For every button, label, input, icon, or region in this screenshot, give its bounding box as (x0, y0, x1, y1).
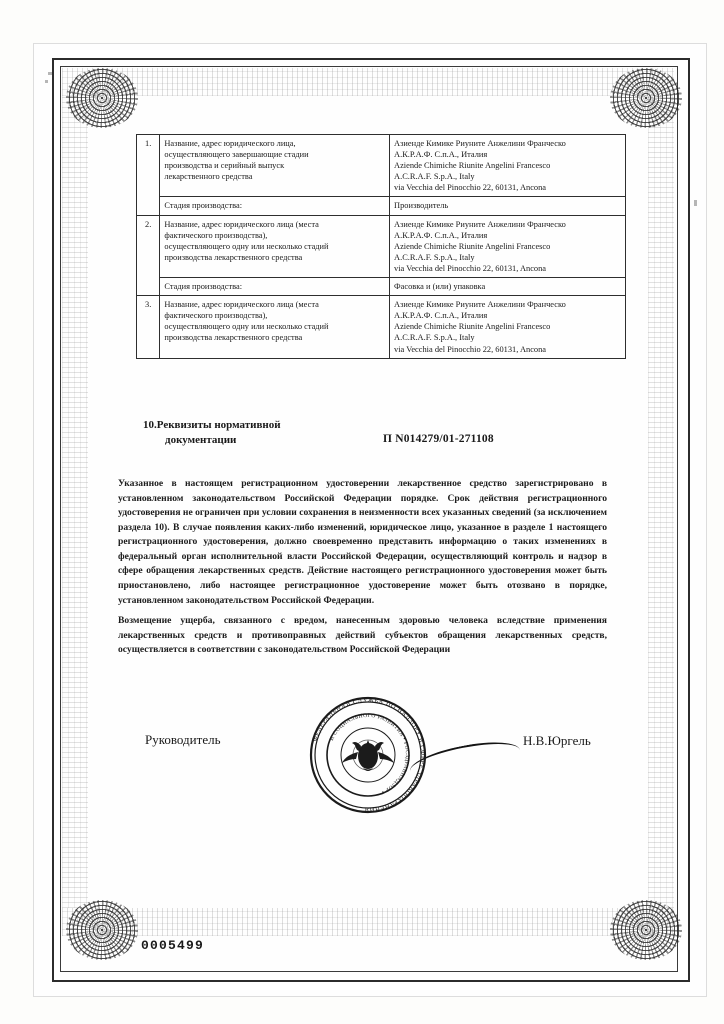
section-10-line2: документации (165, 433, 237, 446)
guilloche-pattern-right (648, 96, 674, 908)
scan-speck (48, 72, 52, 75)
double-headed-eagle-emblem (342, 740, 394, 771)
section-10-line1: Реквизиты нормативной (156, 419, 281, 431)
guilloche-pattern-bottom (62, 908, 674, 936)
row-number: 1. (137, 135, 160, 216)
document-serial-number: 0005499 (141, 938, 205, 953)
value-line: A.C.R.A.F. S.p.A., Italy (394, 172, 475, 182)
label-line: осуществляющего завершающие стадии (164, 150, 309, 160)
corner-rosette-top-right (610, 68, 682, 128)
value-line: A.C.R.A.F. S.p.A., Italy (394, 252, 475, 262)
row-label (160, 197, 390, 215)
label-line: осуществляющего одну или несколько стадий (164, 241, 329, 251)
guilloche-pattern-left (62, 96, 88, 908)
value-line: Aziende Chimiche Riunite Angelini Francesco (394, 161, 551, 171)
guilloche-pattern-top (62, 68, 674, 96)
corner-rosette-bottom-right (610, 900, 682, 960)
corner-rosette-top-left (66, 68, 138, 128)
label-line: Название, адрес юридического лица (места (164, 300, 319, 310)
row-value (390, 278, 626, 296)
svg-text:ФЕДЕРАЛЬНАЯ СЛУЖБА ПО НАДЗОРУ: ФЕДЕРАЛЬНАЯ СЛУЖБА ПО НАДЗОРУ В СФЕРЕ ЗДРАВООХРАНЕНИЯ (311, 696, 427, 814)
value-line: via Vecchia del Pinocchio 22, 60131, Ancona (394, 344, 547, 354)
row-label (160, 135, 390, 197)
row-label (160, 215, 390, 277)
value-line: Aziende Chimiche Riunite Angelini Francesco (394, 241, 551, 251)
value-line: via Vecchia del Pinocchio 22, 60131, Ancona (394, 263, 547, 273)
legal-paragraph-2: Возмещение ущерба, связанного с вредом, нанесенным здоровью человека вследствие применения лекарственных средств и противоправных действий субъектов обращения лекарственных средств, осуществляется в соответствии с законодательством Российской Федерации (118, 615, 607, 656)
value-line: Азиенде Кимике Риуните Анжелини Франческо (394, 139, 566, 148)
label-line: производства лекарственного средства (164, 333, 303, 343)
legal-paragraph-1: Указанное в настоящем регистрационном удостоверении лекарственное средство зарегистрировано в установленном законодательством Российской Федерации порядке. Срок действия регистрационного удостоверения не ограничен при условии сохранения в неизменности всех указанных сведений (за исключением раздела 10). В случае появления каких-либо изменений, юридическое лицо, указанное в разделе 1 настоящего регистрационного удостоверения, должно своевременно представить информацию о таких изменениях в федеральный орган исполнительной власти Российской Федерации, осуществляющий контроль и надзор в сфере обращения лекарственных средств. Действие настоящего регистрационного удостоверения может быть приостановлено, либо настоящее регистрационное удостоверение может быть отозвано в порядке, установленном законодательством Российской Федерации. (118, 478, 607, 606)
label-line: Стадия производства: (164, 201, 243, 211)
label-line: производства лекарственного средства (164, 252, 303, 262)
value-line: A.C.R.A.F. S.p.A., Italy (394, 333, 475, 343)
row-value (390, 296, 626, 358)
value-line: Производитель (394, 201, 449, 211)
signature-name: Н.В.Юргель (523, 733, 591, 748)
table-row (137, 197, 626, 215)
value-line: Азиенде Кимике Риуните Анжелини Франческо (394, 219, 566, 229)
row-number: 2. (137, 215, 160, 296)
row-value (390, 215, 626, 277)
value-line: Фасовка и (или) упаковка (394, 282, 486, 292)
registration-number: П N014279/01-271108 (383, 433, 494, 445)
label-line: фактического производства), (164, 311, 268, 321)
label-line: фактического производства), (164, 230, 268, 240)
value-line: А.К.Р.А.Ф. С.п.А., Италия (394, 230, 488, 240)
official-round-stamp (303, 690, 433, 820)
value-line: А.К.Р.А.Ф. С.п.А., Италия (394, 150, 488, 160)
value-line: Aziende Chimiche Riunite Angelini Francesco (394, 322, 551, 332)
row-label (160, 278, 390, 296)
label-line: Название, адрес юридического лица, (164, 139, 296, 148)
scan-speck (45, 80, 48, 83)
corner-rosette-bottom-left (66, 900, 138, 960)
value-line: Азиенде Кимике Риуните Анжелини Франческо (394, 300, 566, 310)
table-row (137, 135, 626, 197)
label-line: производства и серийный выпуск (164, 161, 285, 171)
scan-speck (694, 200, 697, 206)
row-value (390, 197, 626, 215)
signature-role-label: Руководитель (145, 732, 221, 747)
svg-text:И СОЦИАЛЬНОГО РАЗВИТИЯ • РОСЗД: И СОЦИАЛЬНОГО РАЗВИТИЯ • РОСЗДРАВНАДЗОР • (328, 712, 411, 795)
row-number: 3. (137, 296, 160, 358)
value-line: via Vecchia del Pinocchio 22, 60131, Ancona (394, 183, 547, 193)
row-label (160, 296, 390, 358)
table-row (137, 215, 626, 277)
label-line: Стадия производства: (164, 282, 243, 292)
table-row (137, 296, 626, 358)
section-10-number: 10. (143, 419, 157, 431)
label-line: лекарственного средства (164, 172, 253, 182)
manufacturers-table (136, 134, 626, 359)
table-row (137, 278, 626, 296)
value-line: А.К.Р.А.Ф. С.п.А., Италия (394, 311, 488, 321)
label-line: Название, адрес юридического лица (места (164, 219, 319, 229)
label-line: осуществляющего одну или несколько стадий (164, 322, 329, 332)
row-value (390, 135, 626, 197)
